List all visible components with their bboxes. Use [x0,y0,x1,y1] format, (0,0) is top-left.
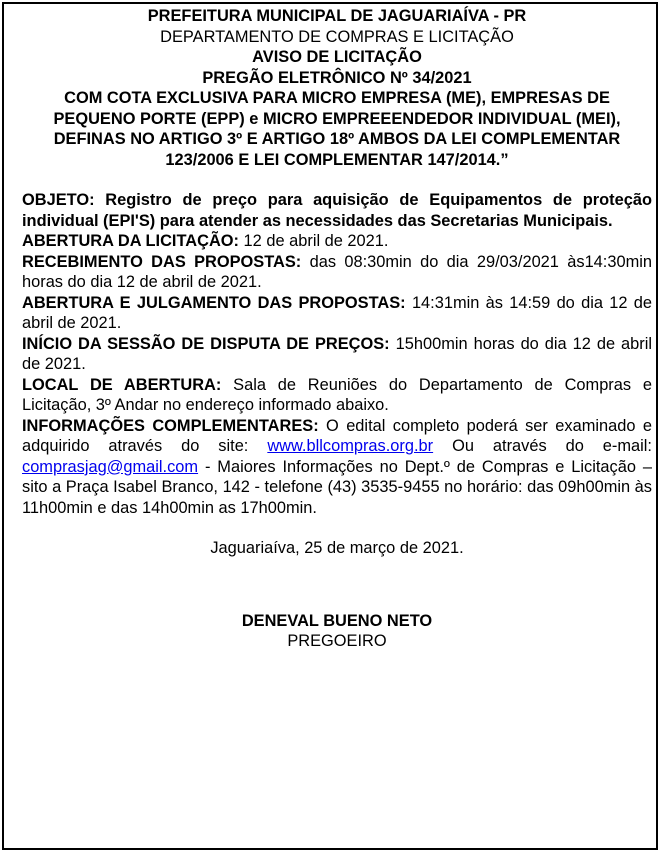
notice-type: AVISO DE LICITAÇÃO [252,48,422,66]
dateline: Jaguariaíva, 25 de março de 2021. [210,539,464,557]
email-link[interactable]: comprasjag@gmail.com [22,457,199,476]
info-text-3: - Maiores Informações no Dept.º de Compras e Licitação – sito a Praça Isabel Branco, 142 - telefone (43) 3535-9455 no horário: das 09h00min às 11h00min e das 14h00min as 17h00min. [22,457,652,517]
info-paragraph [22,416,652,519]
notice-body [22,190,652,518]
department-name: DEPARTAMENTO DE COMPRAS E LICITAÇÃO [160,27,514,46]
julgamento-paragraph [22,293,652,334]
abertura-paragraph [22,231,652,252]
signature-block [22,611,652,652]
julgamento-label: ABERTURA E JULGAMENTO DAS PROPOSTAS: [22,293,406,312]
notice-header [22,6,652,170]
inicio-label: INÍCIO DA SESSÃO DE DISPUTA DE PREÇOS: [22,334,390,353]
recebimento-value: das 08:30min do dia 29/03/2021 às14:30min horas do dia 12 de abril de 2021. [22,252,652,291]
recebimento-label: RECEBIMENTO DAS PROPOSTAS: [22,252,302,271]
municipality-title: PREFEITURA MUNICIPAL DE JAGUARIAÍVA - PR [147,7,527,25]
exclusive-quota-statement: COM COTA EXCLUSIVA PARA MICRO EMPRESA (ME), EMPRESAS DE PEQUENO PORTE (EPP) e MICRO EMPREEENDEDOR INDIVIDUAL (MEI), DEFINAS NO ARTIGO 3º E ARTIGO 18º AMBOS DA LEI COMPLEMENTAR 123/2006 E LEI COMPLEMENTAR 147/2014.” [53,89,621,169]
local-paragraph [22,375,652,416]
signer-name: DENEVAL BUENO NETO [241,611,433,630]
auction-number: PREGÃO ELETRÔNICO Nº 34/2021 [202,68,472,87]
notice-content [22,6,652,652]
recebimento-paragraph [22,252,652,293]
spacer [22,170,652,190]
local-label: LOCAL DE ABERTURA: [22,375,222,394]
info-text-1: O edital completo poderá ser examinado e adquirido através do site: [22,416,652,455]
website-link[interactable]: www.bllcompras.org.br [267,437,434,455]
abertura-label: ABERTURA DA LICITAÇÃO: [22,232,239,250]
objeto-paragraph: OBJETO: Registro de preço para aquisição de Equipamentos de proteção individual (EPI'S) para atender as necessidades das Secretarias Municipais. [22,191,652,230]
inicio-value: 15h00min horas do dia 12 de abril de 2021. [22,334,653,373]
julgamento-value: 14:31min às 14:59 do dia 12 de abril de 2021. [22,293,652,332]
signer-role: PREGOEIRO [287,632,387,650]
info-label: INFORMAÇÕES COMPLEMENTARES: [22,416,319,435]
inicio-paragraph [22,334,652,375]
local-value: Sala de Reuniões do Departamento de Compras e Licitação, 3º Andar no endereço informado abaixo. [22,375,652,414]
abertura-value: 12 de abril de 2021. [239,232,389,250]
info-text-2: Ou através do e-mail: [433,437,652,455]
